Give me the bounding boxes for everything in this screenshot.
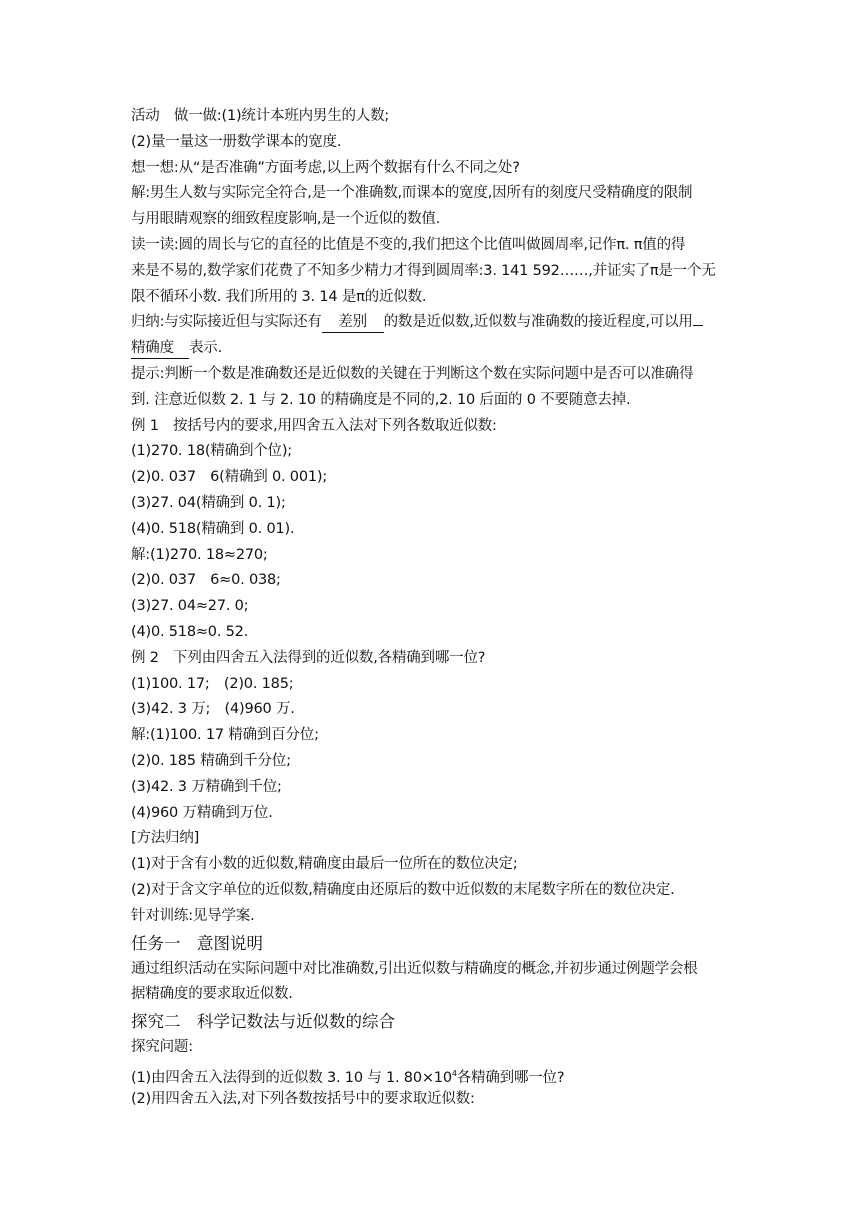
example-1-answer-4: (4)0. 518≈0. 52. xyxy=(131,623,249,640)
answer-line-2: 与用眼睛观察的细致程度影响,是一个近似的数值. xyxy=(131,211,441,228)
task-1-text-2: 据精确度的要求取近似数. xyxy=(131,986,293,1003)
summary-text-pre: 归纳:与实际接近但与实际还有 xyxy=(131,314,322,331)
tip-line-1: 提示:判断一个数是准确数还是近似数的关键在于判断这个数在实际问题中是否可以准确得 xyxy=(131,365,694,382)
method-item-2: (2)对于含文字单位的近似数,精确度由还原后的数中近似数的末尾数字所在的数位决定. xyxy=(131,881,675,898)
explore-question-1-exponent: 4 xyxy=(451,1068,457,1078)
activity-line: 活动 做一做:(1)统计本班内男生的人数; xyxy=(131,108,390,124)
tip-line-2: 到. 注意近似数 2. 1 与 2. 10 的精确度是不同的,2. 10 后面的 0 不要随意去掉. xyxy=(131,391,631,408)
example-2-answer-2: (2)0. 185 精确到千分位; xyxy=(131,752,291,769)
example-1-title: 例 1 按括号内的要求,用四舍五入法对下列各数取近似数: xyxy=(131,417,497,434)
document-page xyxy=(131,104,731,1112)
explore-question-1 xyxy=(131,1061,731,1087)
think-line: 想一想:从“是否准确”方面考虑,以上两个数据有什么不同之处? xyxy=(131,159,520,176)
summary-line-2 xyxy=(131,336,731,362)
measure-line: (2)量一量这一册数学课本的宽度. xyxy=(131,133,342,150)
explore-question-1-post: 各精确到哪一位? xyxy=(456,1069,565,1086)
method-heading: [方法归纳] xyxy=(131,830,200,847)
example-1-question-4: (4)0. 518(精确到 0. 01). xyxy=(131,520,295,537)
summary-text-post: 的数是近似数,近似数与准确数的接近程度,可以用 xyxy=(383,314,693,331)
answer-line-1: 解:男生人数与实际完全符合,是一个准确数,而课本的宽度,因所有的刻度尺受精确度的限制 xyxy=(131,185,693,202)
practice-line: 针对训练:见导学案. xyxy=(131,907,255,924)
example-1-answer-3: (3)27. 04≈27. 0; xyxy=(131,598,249,615)
example-1-question-3: (3)27. 04(精确到 0. 1); xyxy=(131,494,286,511)
summary-blank-difference: 差别 xyxy=(322,312,384,333)
example-2-answer-1: 解:(1)100. 17 精确到百分位; xyxy=(131,727,319,744)
summary-text-end: 表示. xyxy=(189,340,223,357)
read-line-3: 限不循环小数. 我们所用的 3. 14 是π的近似数. xyxy=(131,288,427,305)
explore-2-heading: 探究二 科学记数法与近似数的综合 xyxy=(131,1012,395,1032)
example-2-questions-2: (3)42. 3 万; (4)960 万. xyxy=(131,701,295,718)
example-2-questions-1: (1)100. 17; (2)0. 185; xyxy=(131,675,294,692)
example-2-answer-4: (4)960 万精确到万位. xyxy=(131,804,273,821)
task-1-heading: 任务一 意图说明 xyxy=(131,933,263,953)
explore-question-1-pre: (1)由四舍五入法得到的近似数 3. 10 与 1. 80×10 xyxy=(131,1069,452,1086)
task-1-text-1: 通过组织活动在实际问题中对比准确数,引出近似数与精确度的概念,并初步通过例题学会根 xyxy=(131,960,698,977)
summary-line-1 xyxy=(131,310,731,336)
example-2-answer-3: (3)42. 3 万精确到千位; xyxy=(131,778,282,795)
example-1-question-1: (1)270. 18(精确到个位); xyxy=(131,443,292,460)
example-1-answer-1: 解:(1)270. 18≈270; xyxy=(131,546,268,563)
explore-question-label: 探究问题: xyxy=(131,1039,193,1056)
example-2-title: 例 2 下列由四舍五入法得到的近似数,各精确到哪一位? xyxy=(131,649,486,666)
method-item-1: (1)对于含有小数的近似数,精确度由最后一位所在的数位决定; xyxy=(131,856,518,873)
read-line-2: 来是不易的,数学家们花费了不知多少精力才得到圆周率:3. 141 592……,并证实了π是一个无 xyxy=(131,262,716,279)
explore-question-2: (2)用四舍五入法,对下列各数按括号中的要求取近似数: xyxy=(131,1090,475,1107)
example-1-answer-2: (2)0. 037 6≈0. 038; xyxy=(131,572,281,589)
read-line-1: 读一读:圆的周长与它的直径的比值是不变的,我们把这个比值叫做圆周率,记作π. π值的得 xyxy=(131,236,686,253)
example-1-question-2: (2)0. 037 6(精确到 0. 001); xyxy=(131,469,328,486)
summary-blank-underline xyxy=(693,325,703,326)
summary-blank-precision: 精确度 xyxy=(131,338,189,359)
